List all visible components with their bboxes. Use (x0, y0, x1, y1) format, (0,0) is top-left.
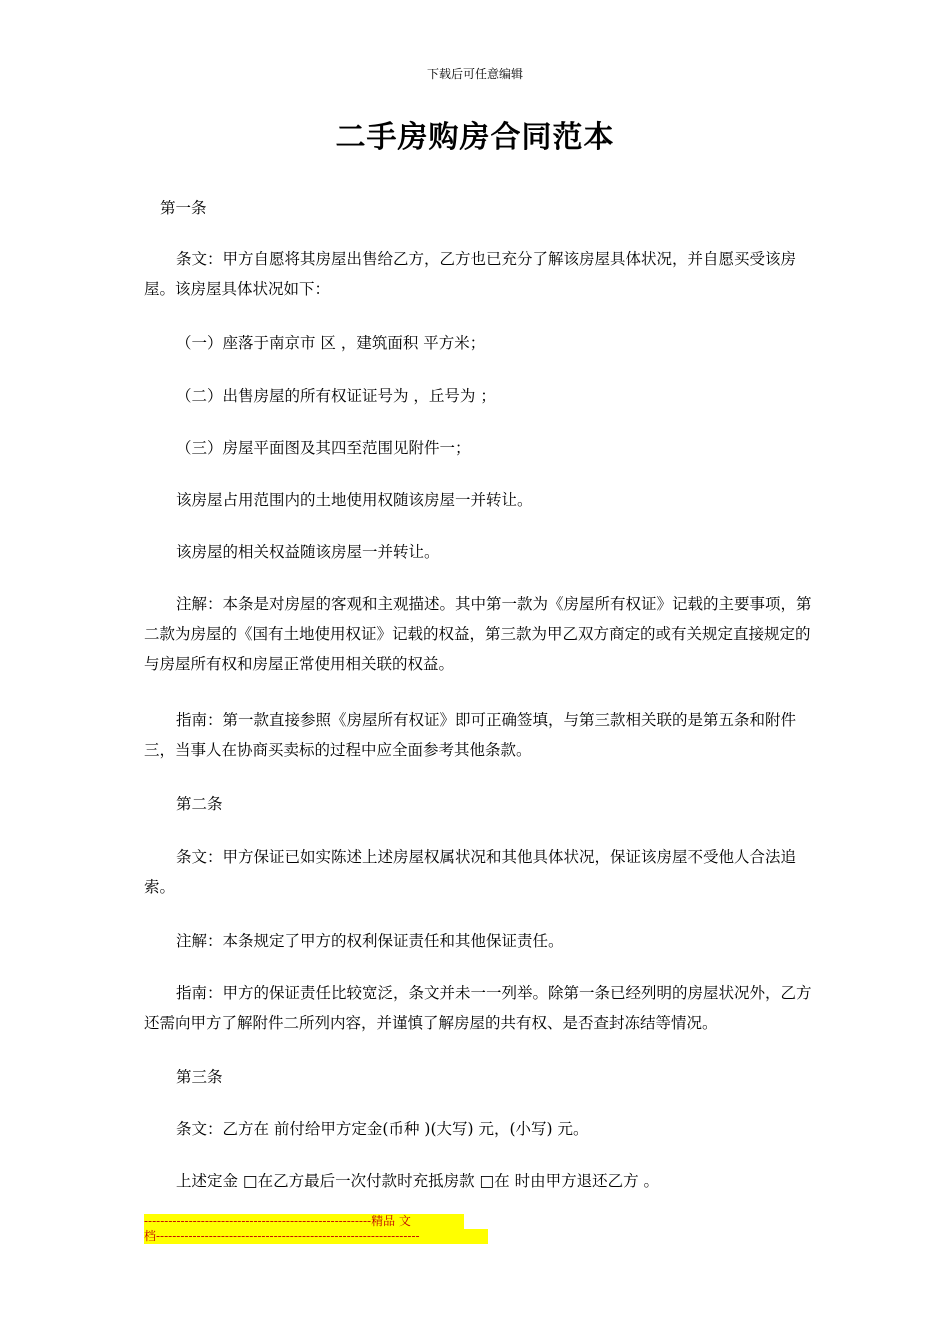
article-3-deposit: 上述定金 □在乙方最后一次付款时充抵房款 □在 时由甲方退还乙方 。 (176, 1172, 659, 1190)
article-1-clause: 条文：甲方自愿将其房屋出售给乙方，乙方也已充分了解该房屋具体状况，并自愿买受该房屋。该房屋具体状况如下： (144, 250, 797, 298)
article-3-heading: 第三条 (176, 1068, 223, 1086)
article-3-clause: 条文：乙方在 前付给甲方定金(币种 )(大写) 元，(小写) 元。 (176, 1120, 589, 1138)
header-note: 下载后可任意编辑 (426, 67, 523, 81)
footer-watermark-line-1: --------------------------------------------------------精品 文 (144, 1214, 464, 1229)
article-1-land-rights: 该房屋占用范围内的土地使用权随该房屋一并转让。 (176, 491, 533, 509)
article-2-guide: 指南：甲方的保证责任比较宽泛，条文并未一一列举。除第一条已经列明的房屋状况外，乙方还需向甲方了解附件二所列内容，并谨慎了解房屋的共有权、是否查封冻结等情况。 (144, 984, 812, 1032)
document-title: 二手房购房合同范本 (335, 120, 615, 155)
article-2-note: 注解：本条规定了甲方的权利保证责任和其他保证责任。 (176, 932, 564, 950)
article-2-clause: 条文：甲方保证已如实陈述上述房屋权属状况和其他具体状况，保证该房屋不受他人合法追索。 (144, 848, 797, 896)
footer-watermark-line-2: 档----------------------------------------------------------------- (144, 1229, 488, 1244)
article-1-item-1: （一）座落于南京市 区 ，建筑面积 平方米； (176, 334, 486, 352)
article-1-related-rights: 该房屋的相关权益随该房屋一并转让。 (176, 543, 440, 561)
article-1-item-3: （三）房屋平面图及其四至范围见附件一； (176, 439, 471, 457)
article-1-item-2: （二）出售房屋的所有权证证号为 ，丘号为 ； (176, 387, 496, 405)
article-1-note: 注解：本条是对房屋的客观和主观描述。其中第一款为《房屋所有权证》记载的主要事项，第二款为房屋的《国有土地使用权证》记载的权益，第三款为甲乙双方商定的或有关规定直接规定的与房屋所有权和房屋正常使用相关联的权益。 (144, 595, 812, 673)
article-1-guide: 指南：第一款直接参照《房屋所有权证》即可正确签填，与第三款相关联的是第五条和附件三，当事人在协商买卖标的过程中应全面参考其他条款。 (144, 711, 797, 759)
article-1-heading: 第一条 (160, 199, 207, 217)
article-2-heading: 第二条 (176, 795, 223, 813)
